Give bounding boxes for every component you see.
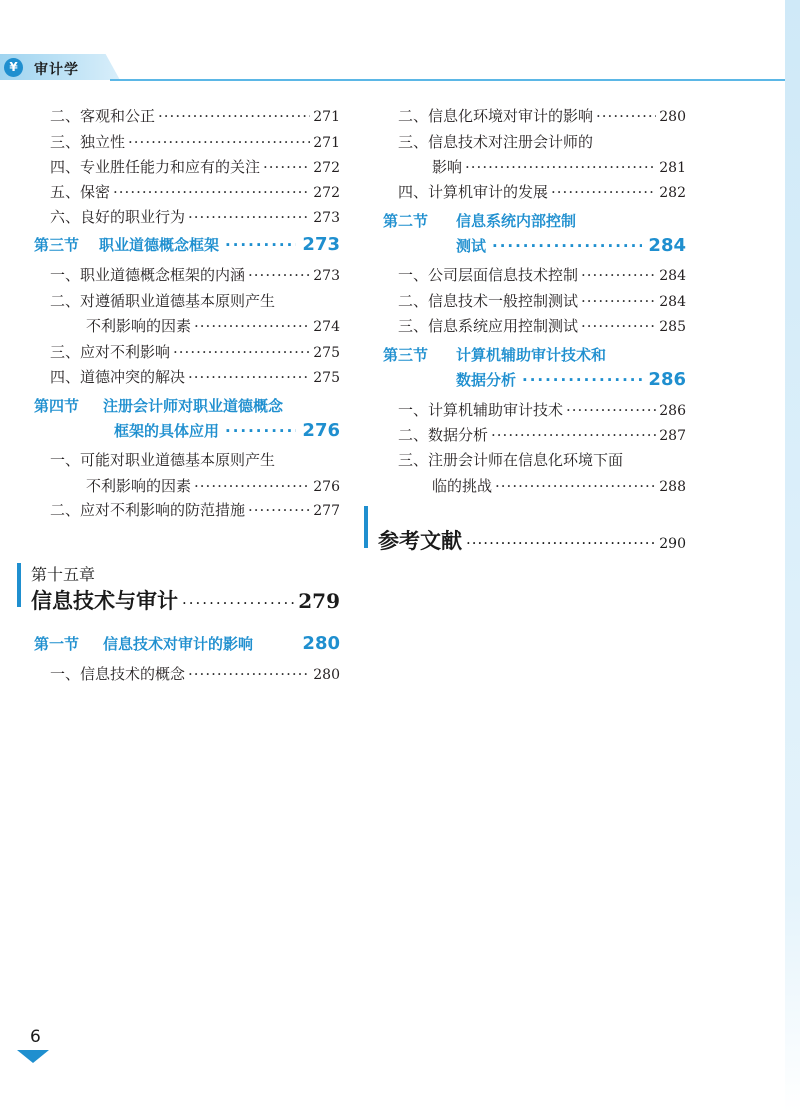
leader-dots	[465, 157, 656, 177]
section-title: 框架的具体应用	[114, 422, 220, 440]
entry-text: 二、应对不利影响的防范措施	[50, 501, 246, 519]
leader-dots	[188, 664, 310, 684]
toc-entry[interactable]	[398, 291, 686, 312]
entry-text: 四、计算机审计的发展	[398, 183, 549, 201]
chapter-heading[interactable]	[31, 585, 340, 615]
leader-dots	[566, 400, 656, 420]
toc-entry[interactable]	[398, 425, 686, 446]
section-title: 注册会计师对职业道德概念	[103, 397, 284, 415]
leader-dots	[596, 106, 656, 126]
leader-dots	[248, 500, 310, 520]
entry-page: 284	[659, 268, 686, 284]
entry-page: 285	[659, 319, 686, 335]
entry-text: 二、数据分析	[398, 426, 489, 444]
section-title: 计算机辅助审计技术和	[456, 346, 607, 364]
leader-dots	[188, 367, 310, 387]
section-page: 280	[302, 633, 340, 654]
leader-dots	[194, 476, 310, 496]
yen-icon: ¥	[4, 58, 23, 77]
section-page: 276	[302, 420, 340, 441]
toc-entry-line1[interactable]	[398, 132, 686, 152]
references-bar	[364, 506, 368, 548]
toc-entry[interactable]	[50, 500, 340, 521]
toc-entry[interactable]	[86, 476, 340, 497]
section-heading[interactable]	[456, 369, 686, 391]
toc-entry-line1[interactable]	[50, 291, 340, 311]
entry-text: 一、公司层面信息技术控制	[398, 266, 579, 284]
entry-page: 271	[313, 109, 340, 125]
entry-text: 二、信息技术一般控制测试	[398, 292, 579, 310]
entry-page: 273	[313, 268, 340, 284]
entry-page: 286	[659, 403, 686, 419]
section-number: 第一节	[34, 635, 80, 653]
leader-dots	[182, 594, 294, 612]
chapter-title: 信息技术与审计	[31, 588, 178, 613]
entry-page: 275	[313, 370, 340, 386]
page-header	[0, 50, 785, 84]
entry-text: 一、可能对职业道德基本原则产生	[50, 451, 276, 469]
toc-entry[interactable]	[50, 664, 340, 685]
chapter-label: 第十五章	[31, 565, 96, 584]
leader-dots	[263, 157, 310, 177]
references-page: 290	[659, 536, 686, 552]
page-number: 6	[30, 1027, 41, 1047]
leader-dots	[128, 132, 310, 152]
header-rule	[110, 79, 785, 81]
toc-entry[interactable]	[50, 157, 340, 178]
toc-entry[interactable]	[50, 207, 340, 228]
entry-text: 影响	[432, 158, 463, 176]
section-heading-line1[interactable]	[34, 395, 340, 417]
toc-entry[interactable]	[398, 265, 686, 286]
entry-text: 五、保密	[50, 183, 111, 201]
references-heading[interactable]	[378, 525, 686, 555]
leader-dots	[492, 235, 642, 257]
leader-dots	[225, 234, 296, 256]
section-number: 第二节	[383, 212, 429, 230]
entry-text: 二、信息化环境对审计的影响	[398, 107, 594, 125]
leader-dots	[188, 207, 310, 227]
toc-entry[interactable]	[86, 316, 340, 337]
toc-entry[interactable]	[50, 367, 340, 388]
section-title: 数据分析	[456, 371, 517, 389]
section-title: 信息系统内部控制	[456, 212, 577, 230]
entry-text: 三、注册会计师在信息化环境下面	[398, 451, 624, 469]
entry-text: 六、良好的职业行为	[50, 208, 186, 226]
entry-page: 280	[313, 667, 340, 683]
leader-dots	[113, 182, 310, 202]
entry-page: 288	[659, 479, 686, 495]
toc-entry[interactable]	[398, 106, 686, 127]
entry-text: 三、信息系统应用控制测试	[398, 317, 579, 335]
leader-dots	[173, 342, 310, 362]
entry-text: 不利影响的因素	[86, 477, 192, 495]
page-marker-icon	[17, 1050, 49, 1063]
section-heading[interactable]	[34, 234, 340, 256]
entry-text: 四、专业胜任能力和应有的关注	[50, 158, 261, 176]
toc-entry[interactable]	[50, 182, 340, 203]
entry-text: 一、计算机辅助审计技术	[398, 401, 564, 419]
toc-entry[interactable]	[432, 476, 686, 497]
section-heading[interactable]	[34, 633, 340, 655]
entry-page: 274	[313, 319, 340, 335]
references-title: 参考文献	[378, 528, 462, 553]
section-heading[interactable]	[456, 235, 686, 257]
section-number: 第四节	[34, 397, 80, 415]
entry-page: 276	[313, 479, 340, 495]
entry-page: 273	[313, 210, 340, 226]
toc-entry-line1[interactable]	[50, 450, 340, 470]
leader-dots	[466, 534, 655, 552]
entry-text: 三、独立性	[50, 133, 126, 151]
leader-dots	[522, 369, 642, 391]
toc-entry[interactable]	[432, 157, 686, 178]
edge-strip	[785, 0, 800, 1114]
entry-text: 二、对遵循职业道德基本原则产生	[50, 292, 276, 310]
toc-entry[interactable]	[398, 400, 686, 421]
entry-page: 272	[313, 160, 340, 176]
entry-page: 272	[313, 185, 340, 201]
entry-page: 284	[659, 294, 686, 310]
section-title: 测试	[456, 237, 487, 255]
toc-entry[interactable]	[398, 316, 686, 337]
entry-page: 281	[659, 160, 686, 176]
leader-dots	[491, 425, 656, 445]
toc-entry-line1[interactable]	[398, 450, 686, 470]
leader-dots	[225, 420, 296, 442]
section-page: 284	[648, 235, 686, 256]
entry-page: 275	[313, 345, 340, 361]
entry-text: 临的挑战	[432, 477, 493, 495]
entry-text: 一、信息技术的概念	[50, 665, 186, 683]
entry-text: 二、客观和公正	[50, 107, 156, 125]
entry-page: 282	[659, 185, 686, 201]
section-number: 第三节	[383, 346, 429, 364]
toc-entry[interactable]	[50, 265, 340, 286]
section-heading-line1[interactable]	[383, 210, 686, 232]
section-page: 273	[302, 234, 340, 255]
entry-text: 一、职业道德概念框架的内涵	[50, 266, 246, 284]
leader-dots	[158, 106, 310, 126]
leader-dots	[581, 265, 656, 285]
book-title: 审计学	[34, 62, 79, 78]
entry-page: 271	[313, 135, 340, 151]
toc-entry[interactable]	[398, 182, 686, 203]
leader-dots	[495, 476, 656, 496]
leader-dots	[551, 182, 656, 202]
leader-dots	[194, 316, 310, 336]
section-heading[interactable]	[114, 420, 340, 442]
entry-text: 不利影响的因素	[86, 317, 192, 335]
section-title: 职业道德概念框架	[99, 236, 220, 254]
leader-dots	[581, 316, 656, 336]
toc-entry[interactable]	[50, 106, 340, 127]
entry-text: 三、应对不利影响	[50, 343, 171, 361]
entry-page: 280	[659, 109, 686, 125]
entry-text: 四、道德冲突的解决	[50, 368, 186, 386]
chapter-page: 279	[298, 589, 340, 613]
section-number: 第三节	[34, 236, 80, 254]
leader-dots	[581, 291, 656, 311]
entry-text: 三、信息技术对注册会计师的	[398, 133, 594, 151]
entry-page: 287	[659, 428, 686, 444]
leader-dots	[248, 265, 310, 285]
section-heading-line1[interactable]	[383, 344, 686, 366]
chapter-bar	[17, 563, 21, 607]
entry-page: 277	[313, 503, 340, 519]
section-page: 286	[648, 369, 686, 390]
toc-entry[interactable]	[50, 132, 340, 153]
section-title: 信息技术对审计的影响	[103, 635, 254, 653]
toc-entry[interactable]	[50, 342, 340, 363]
